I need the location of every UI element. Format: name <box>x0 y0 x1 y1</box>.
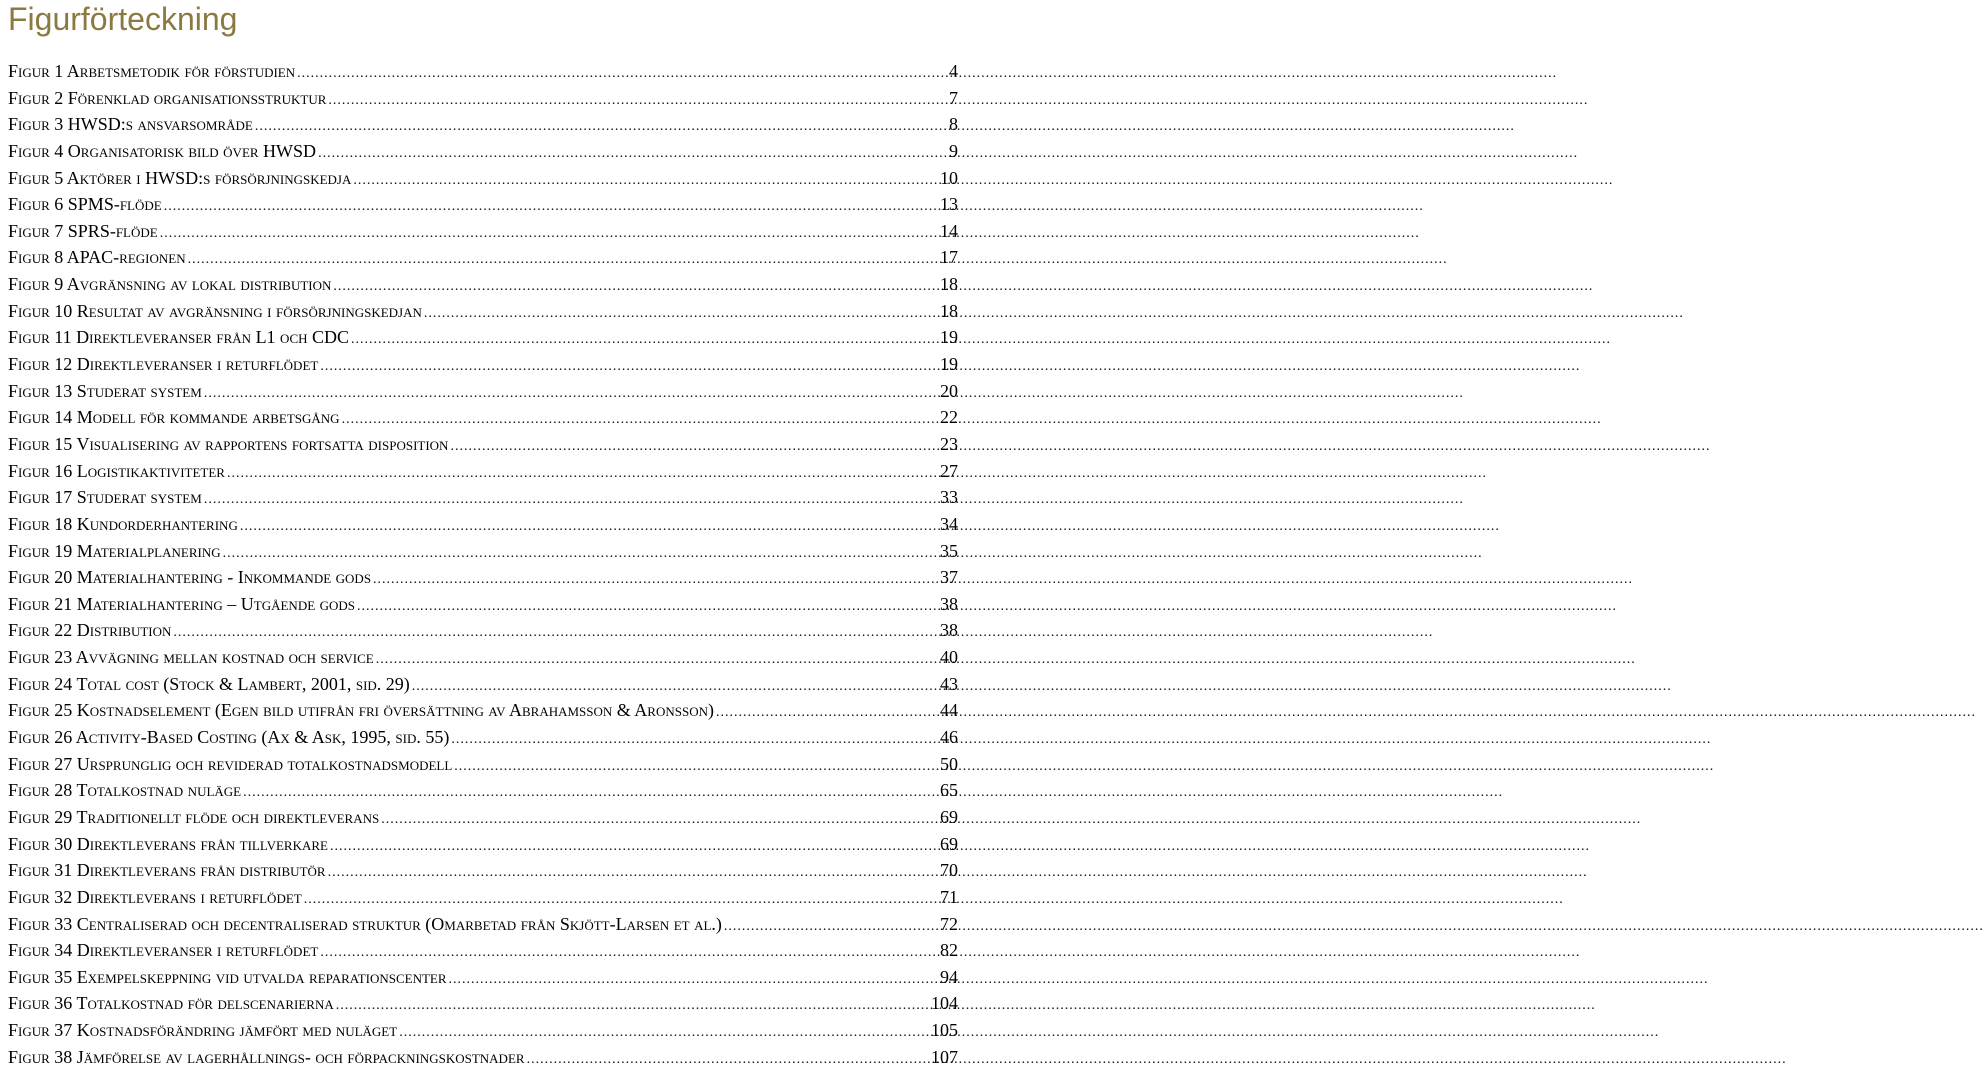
toc-entry-label: Figur 25 Kostnadselement (Egen bild utifrån fri översättning av Abrahamsson & Aronsson) <box>8 700 714 721</box>
toc-entry-page-number: 71 <box>940 886 958 907</box>
toc-entry-page-number: 82 <box>940 940 958 961</box>
toc-entry-label: Figur 13 Studerat system <box>8 380 202 401</box>
dot-leader <box>351 327 938 354</box>
toc-entry-figur-6[interactable] <box>8 191 958 218</box>
toc-entry-label: Figur 2 Förenklad organisationsstruktur <box>8 87 327 108</box>
toc-entry-page-number: 38 <box>940 620 958 641</box>
dot-leader <box>255 114 947 141</box>
toc-entry-figur-35[interactable] <box>8 964 958 991</box>
toc-entry-figur-36[interactable] <box>8 990 958 1017</box>
toc-entry-page-number: 18 <box>940 274 958 295</box>
toc-entry-page-number: 37 <box>940 567 958 588</box>
toc-entry-label: Figur 5 Aktörer i HWSD:s försörjningskedja <box>8 167 352 188</box>
toc-entry-page-number: 69 <box>940 833 958 854</box>
toc-entry-label: Figur 4 Organisatorisk bild över HWSD <box>8 140 317 161</box>
dot-leader <box>330 834 938 861</box>
toc-entry-figur-12[interactable] <box>8 351 958 378</box>
dot-leader <box>376 647 938 674</box>
toc-entry-figur-11[interactable] <box>8 324 958 351</box>
toc-entry-label: Figur 18 Kundorderhantering <box>8 513 238 534</box>
dot-leader <box>724 914 938 941</box>
toc-entry-figur-26[interactable] <box>8 724 958 751</box>
dot-leader <box>318 141 947 168</box>
toc-entry-page-number: 19 <box>940 327 958 348</box>
toc-entry-label: Figur 35 Exempelskeppning vid utvalda reparationscenter <box>8 966 447 987</box>
toc-entry-label: Figur 7 SPRS-flöde <box>8 220 158 241</box>
dot-leader <box>328 88 947 115</box>
toc-entry-label: Figur 1 Arbetsmetodik för förstudien <box>8 61 296 81</box>
toc-entry-label: Figur 8 APAC-regionen <box>8 247 186 268</box>
toc-entry-label: Figur 26 Activity-Based Costing (Ax & Ask, 1995, sid. 55) <box>8 727 450 748</box>
toc-entry-figur-21[interactable] <box>8 591 958 618</box>
toc-entry-page-number: 40 <box>940 647 958 668</box>
toc-entry-label: Figur 21 Materialhantering – Utgående gods <box>8 593 356 614</box>
toc-entry-figur-34[interactable] <box>8 937 958 964</box>
toc-entry-figur-24[interactable] <box>8 671 958 698</box>
toc-entry-label: Figur 16 Logistikaktiviteter <box>8 460 225 481</box>
toc-entry-page-number: 27 <box>940 460 958 481</box>
toc-entry-page-number: 105 <box>931 1020 958 1041</box>
dot-leader <box>451 727 938 754</box>
toc-entry-label: Figur 14 Modell för kommande arbetsgång <box>8 407 340 428</box>
toc-entry-page-number: 44 <box>940 700 958 721</box>
toc-entry-page-number: 10 <box>940 167 958 188</box>
dot-leader <box>424 301 938 328</box>
toc-entry-figur-17[interactable] <box>8 484 958 511</box>
toc-entry-label: Figur 31 Direktleverans från distributör <box>8 860 326 881</box>
toc-entry-page-number: 17 <box>940 247 958 268</box>
toc-entry-page-number: 69 <box>940 806 958 827</box>
toc-entry-page-number: 43 <box>940 673 958 694</box>
dot-leader <box>336 993 929 1020</box>
dot-leader <box>328 860 938 887</box>
toc-entry-page-number: 4 <box>949 61 958 81</box>
dot-leader <box>353 168 938 195</box>
toc-entry-page-number: 14 <box>940 220 958 241</box>
toc-entry-page-number: 22 <box>940 407 958 428</box>
toc-entry-figur-9[interactable] <box>8 271 958 298</box>
dot-leader <box>160 221 938 248</box>
toc-entry-label: Figur 10 Resultat av avgränsning i försörjningskedjan <box>8 300 422 321</box>
toc-entry-figur-20[interactable] <box>8 564 958 591</box>
dot-leader <box>716 700 938 727</box>
toc-entry-page-number: 33 <box>940 487 958 508</box>
toc-entry-page-number: 107 <box>931 1046 958 1067</box>
toc-entry-page-number: 46 <box>940 727 958 748</box>
toc-entry-label: Figur 3 HWSD:s ansvarsområde <box>8 114 253 135</box>
toc-entry-label: Figur 37 Kostnadsförändring jämfört med nuläget <box>8 1020 398 1041</box>
document-page <box>0 0 960 1079</box>
toc-entry-label: Figur 15 Visualisering av rapportens fortsatta disposition <box>8 433 449 454</box>
toc-entry-page-number: 65 <box>940 780 958 801</box>
dot-leader <box>527 1047 929 1074</box>
toc-entry-label: Figur 9 Avgränsning av lokal distribution <box>8 274 332 295</box>
toc-entry-figur-16[interactable] <box>8 458 958 485</box>
toc-entry-page-number: 72 <box>940 913 958 934</box>
toc-entry-page-number: 104 <box>931 993 958 1014</box>
toc-entry-figur-23[interactable] <box>8 644 958 671</box>
toc-entry-figur-7[interactable] <box>8 218 958 245</box>
dot-leader <box>164 194 938 221</box>
toc-entry-label: Figur 17 Studerat system <box>8 487 202 508</box>
table-of-figures <box>8 58 958 1070</box>
dot-leader <box>240 514 938 541</box>
toc-entry-figur-18[interactable] <box>8 511 958 538</box>
toc-entry-page-number: 13 <box>940 194 958 215</box>
toc-entry-figur-3[interactable] <box>8 111 958 138</box>
toc-entry-label: Figur 19 Materialplanering <box>8 540 221 561</box>
toc-entry-label: Figur 27 Ursprunglig och reviderad totalkostnadsmodell <box>8 753 453 774</box>
toc-entry-page-number: 23 <box>940 433 958 454</box>
toc-entry-page-number: 19 <box>940 354 958 375</box>
toc-entry-page-number: 34 <box>940 513 958 534</box>
dot-leader <box>357 594 938 621</box>
toc-entry-figur-31[interactable] <box>8 857 958 884</box>
toc-entry-label: Figur 38 Jämförelse av lagerhållnings- och förpackningskostnader <box>8 1046 525 1067</box>
toc-entry-figur-8[interactable] <box>8 244 958 271</box>
page-title: Figurförteckning <box>8 1 238 37</box>
toc-entry-label: Figur 23 Avvägning mellan kostnad och service <box>8 647 374 668</box>
toc-entry-figur-15[interactable] <box>8 431 958 458</box>
dot-leader <box>449 967 938 994</box>
toc-entry-label: Figur 34 Direktleveranser i returflödet <box>8 940 319 961</box>
toc-entry-figur-25[interactable] <box>8 697 958 724</box>
toc-entry-label: Figur 36 Totalkostnad för delscenarierna <box>8 993 334 1014</box>
toc-entry-page-number: 7 <box>949 87 958 108</box>
toc-entry-figur-4[interactable] <box>8 138 958 165</box>
toc-entry-label: Figur 24 Total cost (Stock & Lambert, 2001, sid. 29) <box>8 673 410 694</box>
dot-leader <box>333 274 938 301</box>
toc-entry-label: Figur 6 SPMS-flöde <box>8 194 162 215</box>
toc-entry-figur-33[interactable] <box>8 911 958 938</box>
toc-entry-page-number: 8 <box>949 114 958 135</box>
toc-entry-figur-19[interactable] <box>8 538 958 565</box>
toc-entry-page-number: 94 <box>940 966 958 987</box>
toc-entry-figur-29[interactable] <box>8 804 958 831</box>
dot-leader <box>373 567 938 594</box>
toc-entry-figur-2[interactable] <box>8 85 958 112</box>
toc-entry-figur-10[interactable] <box>8 298 958 325</box>
toc-entry-page-number: 20 <box>940 380 958 401</box>
toc-entry-figur-30[interactable] <box>8 831 958 858</box>
dot-leader <box>450 434 938 461</box>
toc-entry-label: Figur 29 Traditionellt flöde och direktleverans <box>8 806 380 827</box>
toc-entry-label: Figur 11 Direktleveranser från L1 och CDC <box>8 327 350 348</box>
toc-entry-page-number: 9 <box>949 140 958 161</box>
toc-entry-figur-38[interactable] <box>8 1044 958 1071</box>
dot-leader <box>227 461 938 488</box>
toc-entry-label: Figur 32 Direktleverans i returflödet <box>8 886 302 907</box>
dot-leader <box>320 354 938 381</box>
toc-entry-label: Figur 33 Centraliserad och decentraliserad struktur (Omarbetad från Skjött-Larsen et al.) <box>8 913 722 934</box>
toc-entry-label: Figur 12 Direktleveranser i returflödet <box>8 354 319 375</box>
toc-entry-figur-13[interactable] <box>8 378 958 405</box>
toc-entry-figur-37[interactable] <box>8 1017 958 1044</box>
dot-leader <box>381 807 938 834</box>
toc-entry-figur-1[interactable] <box>8 58 958 85</box>
toc-entry-figur-27[interactable] <box>8 751 958 778</box>
toc-entry-label: Figur 22 Distribution <box>8 620 172 641</box>
toc-entry-figur-5[interactable] <box>8 165 958 192</box>
toc-entry-figur-14[interactable] <box>8 404 958 431</box>
toc-entry-page-number: 50 <box>940 753 958 774</box>
toc-entry-figur-22[interactable] <box>8 617 958 644</box>
toc-entry-page-number: 70 <box>940 860 958 881</box>
toc-entry-figur-32[interactable] <box>8 884 958 911</box>
toc-entry-page-number: 35 <box>940 540 958 561</box>
dot-leader <box>454 754 938 781</box>
dot-leader <box>297 61 947 88</box>
toc-entry-page-number: 18 <box>940 300 958 321</box>
toc-entry-label: Figur 30 Direktleverans från tillverkare <box>8 833 328 854</box>
dot-leader <box>204 487 938 514</box>
toc-entry-page-number: 38 <box>940 593 958 614</box>
toc-entry-figur-28[interactable] <box>8 777 958 804</box>
toc-entry-label: Figur 20 Materialhantering - Inkommande gods <box>8 567 372 588</box>
toc-entry-label: Figur 28 Totalkostnad nuläge <box>8 780 242 801</box>
